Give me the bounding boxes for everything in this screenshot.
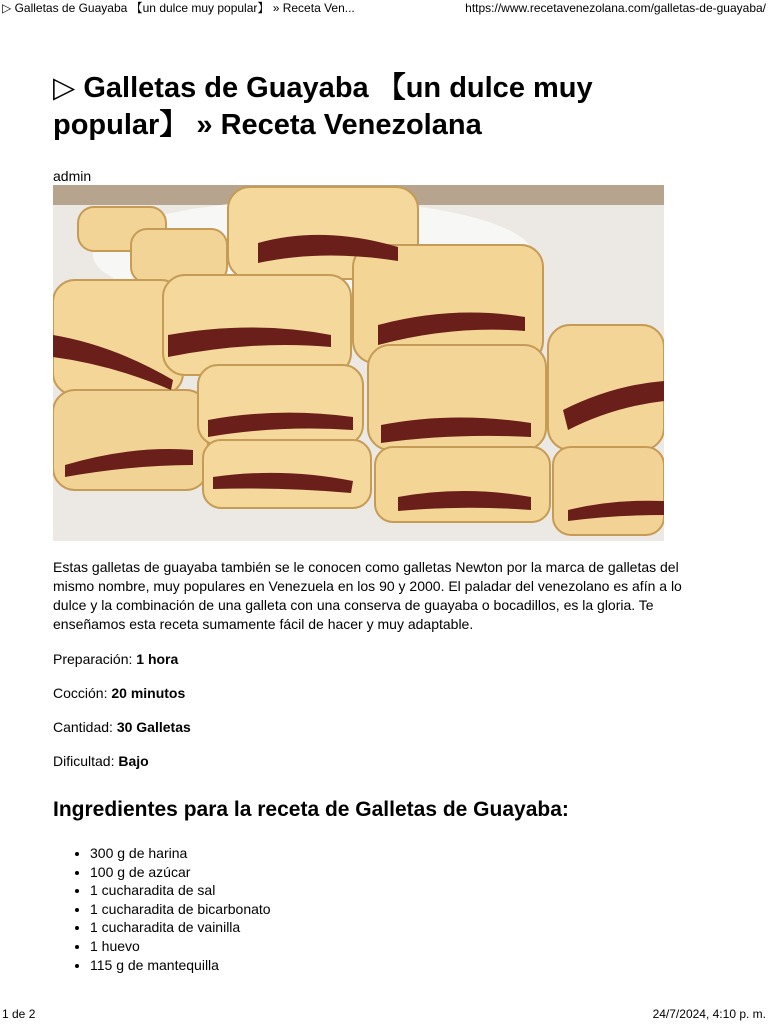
ingredients-list xyxy=(53,844,713,974)
print-header xyxy=(0,0,768,16)
list-item: • 1 huevo xyxy=(90,937,713,956)
list-item: • 1 cucharadita de sal xyxy=(90,881,713,900)
print-page-title: ▷ Galletas de Guayaba 【un dulce muy popular】 » Receta Ven... xyxy=(2,1,355,15)
print-datetime: 24/7/2024, 4:10 p. m. xyxy=(652,1007,766,1021)
list-item: • 1 cucharadita de vainilla xyxy=(90,918,713,937)
meta-difficulty-label: Dificultad: xyxy=(53,753,119,769)
meta-difficulty xyxy=(53,752,713,770)
meta-quantity xyxy=(53,718,713,736)
list-item: • 300 g de harina xyxy=(90,844,713,863)
meta-difficulty-value: Bajo xyxy=(118,753,149,769)
meta-cooking xyxy=(53,684,713,702)
meta-preparation-label: Preparación: xyxy=(53,651,137,667)
ingredients-heading: Ingredientes para la receta de Galletas de Guayaba: xyxy=(53,798,569,821)
meta-preparation-value: 1 hora xyxy=(136,651,179,667)
print-footer xyxy=(0,1006,768,1024)
list-item: • 115 g de mantequilla xyxy=(90,956,713,975)
print-url: https://www.recetavenezolana.com/galletas-de-guayaba/ xyxy=(465,1,766,15)
list-item: • 100 g de azúcar xyxy=(90,863,713,882)
meta-cooking-label: Cocción: xyxy=(53,685,112,701)
meta-quantity-label: Cantidad: xyxy=(53,719,117,735)
page-number: 1 de 2 xyxy=(2,1007,36,1021)
article xyxy=(53,70,713,974)
meta-quantity-value: 30 Galletas xyxy=(116,719,191,735)
meta-cooking-value: 20 minutos xyxy=(111,685,186,701)
intro-paragraph: Estas galletas de guayaba también se le conocen como galletas Newton por la marca de galletas del mismo nombre, muy populares en Venezuela en los 90 y 2000. El paladar del venezolano es afín a lo dulce y la combinación de una galleta con una conserva de guayaba o bocadillos, es la gloria. Te enseñamos esta receta sumamente fácil de hacer y muy adaptable. xyxy=(53,559,682,632)
guava-cookies-photo xyxy=(53,185,664,541)
article-title: ▷ Galletas de Guayaba 【un dulce muy popular】 » Receta Venezolana xyxy=(53,72,593,141)
list-item: • 1 cucharadita de bicarbonato xyxy=(90,900,713,919)
author-name: admin xyxy=(53,168,92,184)
meta-preparation xyxy=(53,650,713,668)
